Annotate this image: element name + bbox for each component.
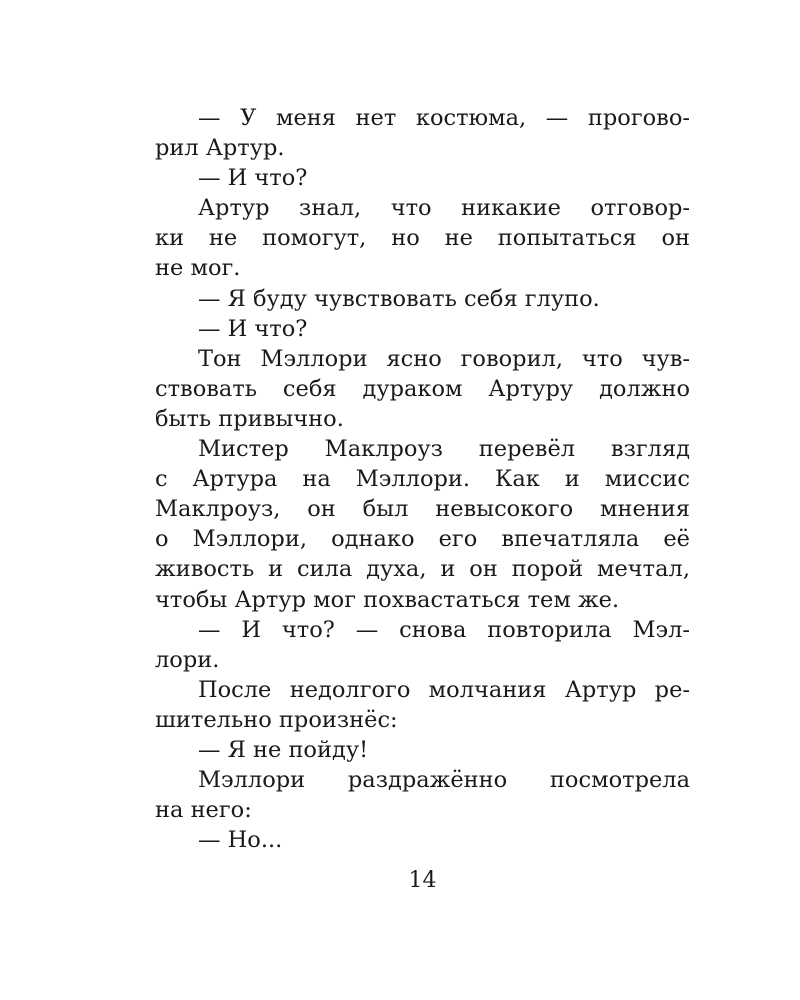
text-line: живость и сила духа, и он порой мечтал, bbox=[155, 556, 690, 583]
text-line: чтобы Артур мог похвастаться тем же. bbox=[155, 586, 620, 613]
text-line: лори. bbox=[155, 646, 220, 673]
text-line: о Мэллори, однако его впечатляла её bbox=[155, 526, 690, 553]
text-line: Мистер Маклроуз перевёл взгляд bbox=[198, 436, 690, 463]
text-line: Мэллори раздражённо посмотрела bbox=[198, 767, 690, 794]
text-line: Тон Мэллори ясно говорил, что чув- bbox=[198, 345, 690, 372]
text-line: — Я не пойду! bbox=[198, 736, 369, 763]
text-line: После недолгого молчания Артур ре- bbox=[198, 676, 690, 703]
text-line: ки не помогут, но не попытаться он bbox=[155, 225, 690, 252]
text-line: — И что? — снова повторила Мэл- bbox=[198, 616, 690, 643]
text-line: — И что? bbox=[198, 315, 308, 342]
text-line: быть привычно. bbox=[155, 405, 344, 432]
text-line: на него: bbox=[155, 797, 252, 824]
text-line: не мог. bbox=[155, 255, 241, 282]
text-line: — Но... bbox=[198, 827, 283, 854]
text-line: — Я буду чувствовать себя глупо. bbox=[198, 285, 600, 312]
text-line: рил Артур. bbox=[155, 135, 285, 162]
page-number: 14 bbox=[408, 868, 437, 893]
text-line: с Артура на Мэллори. Как и миссис bbox=[155, 466, 690, 493]
text-line: — У меня нет костюма, — прогово- bbox=[198, 105, 690, 131]
text-line: — И что? bbox=[198, 165, 308, 192]
body-text bbox=[155, 103, 690, 855]
text-line: ствовать себя дураком Артуру должно bbox=[155, 375, 690, 402]
text-line: Маклроуз, он был невысокого мнения bbox=[155, 496, 690, 523]
text-line: Артур знал, что никакие отговор- bbox=[198, 195, 690, 222]
text-line: шительно произнёс: bbox=[155, 706, 398, 733]
